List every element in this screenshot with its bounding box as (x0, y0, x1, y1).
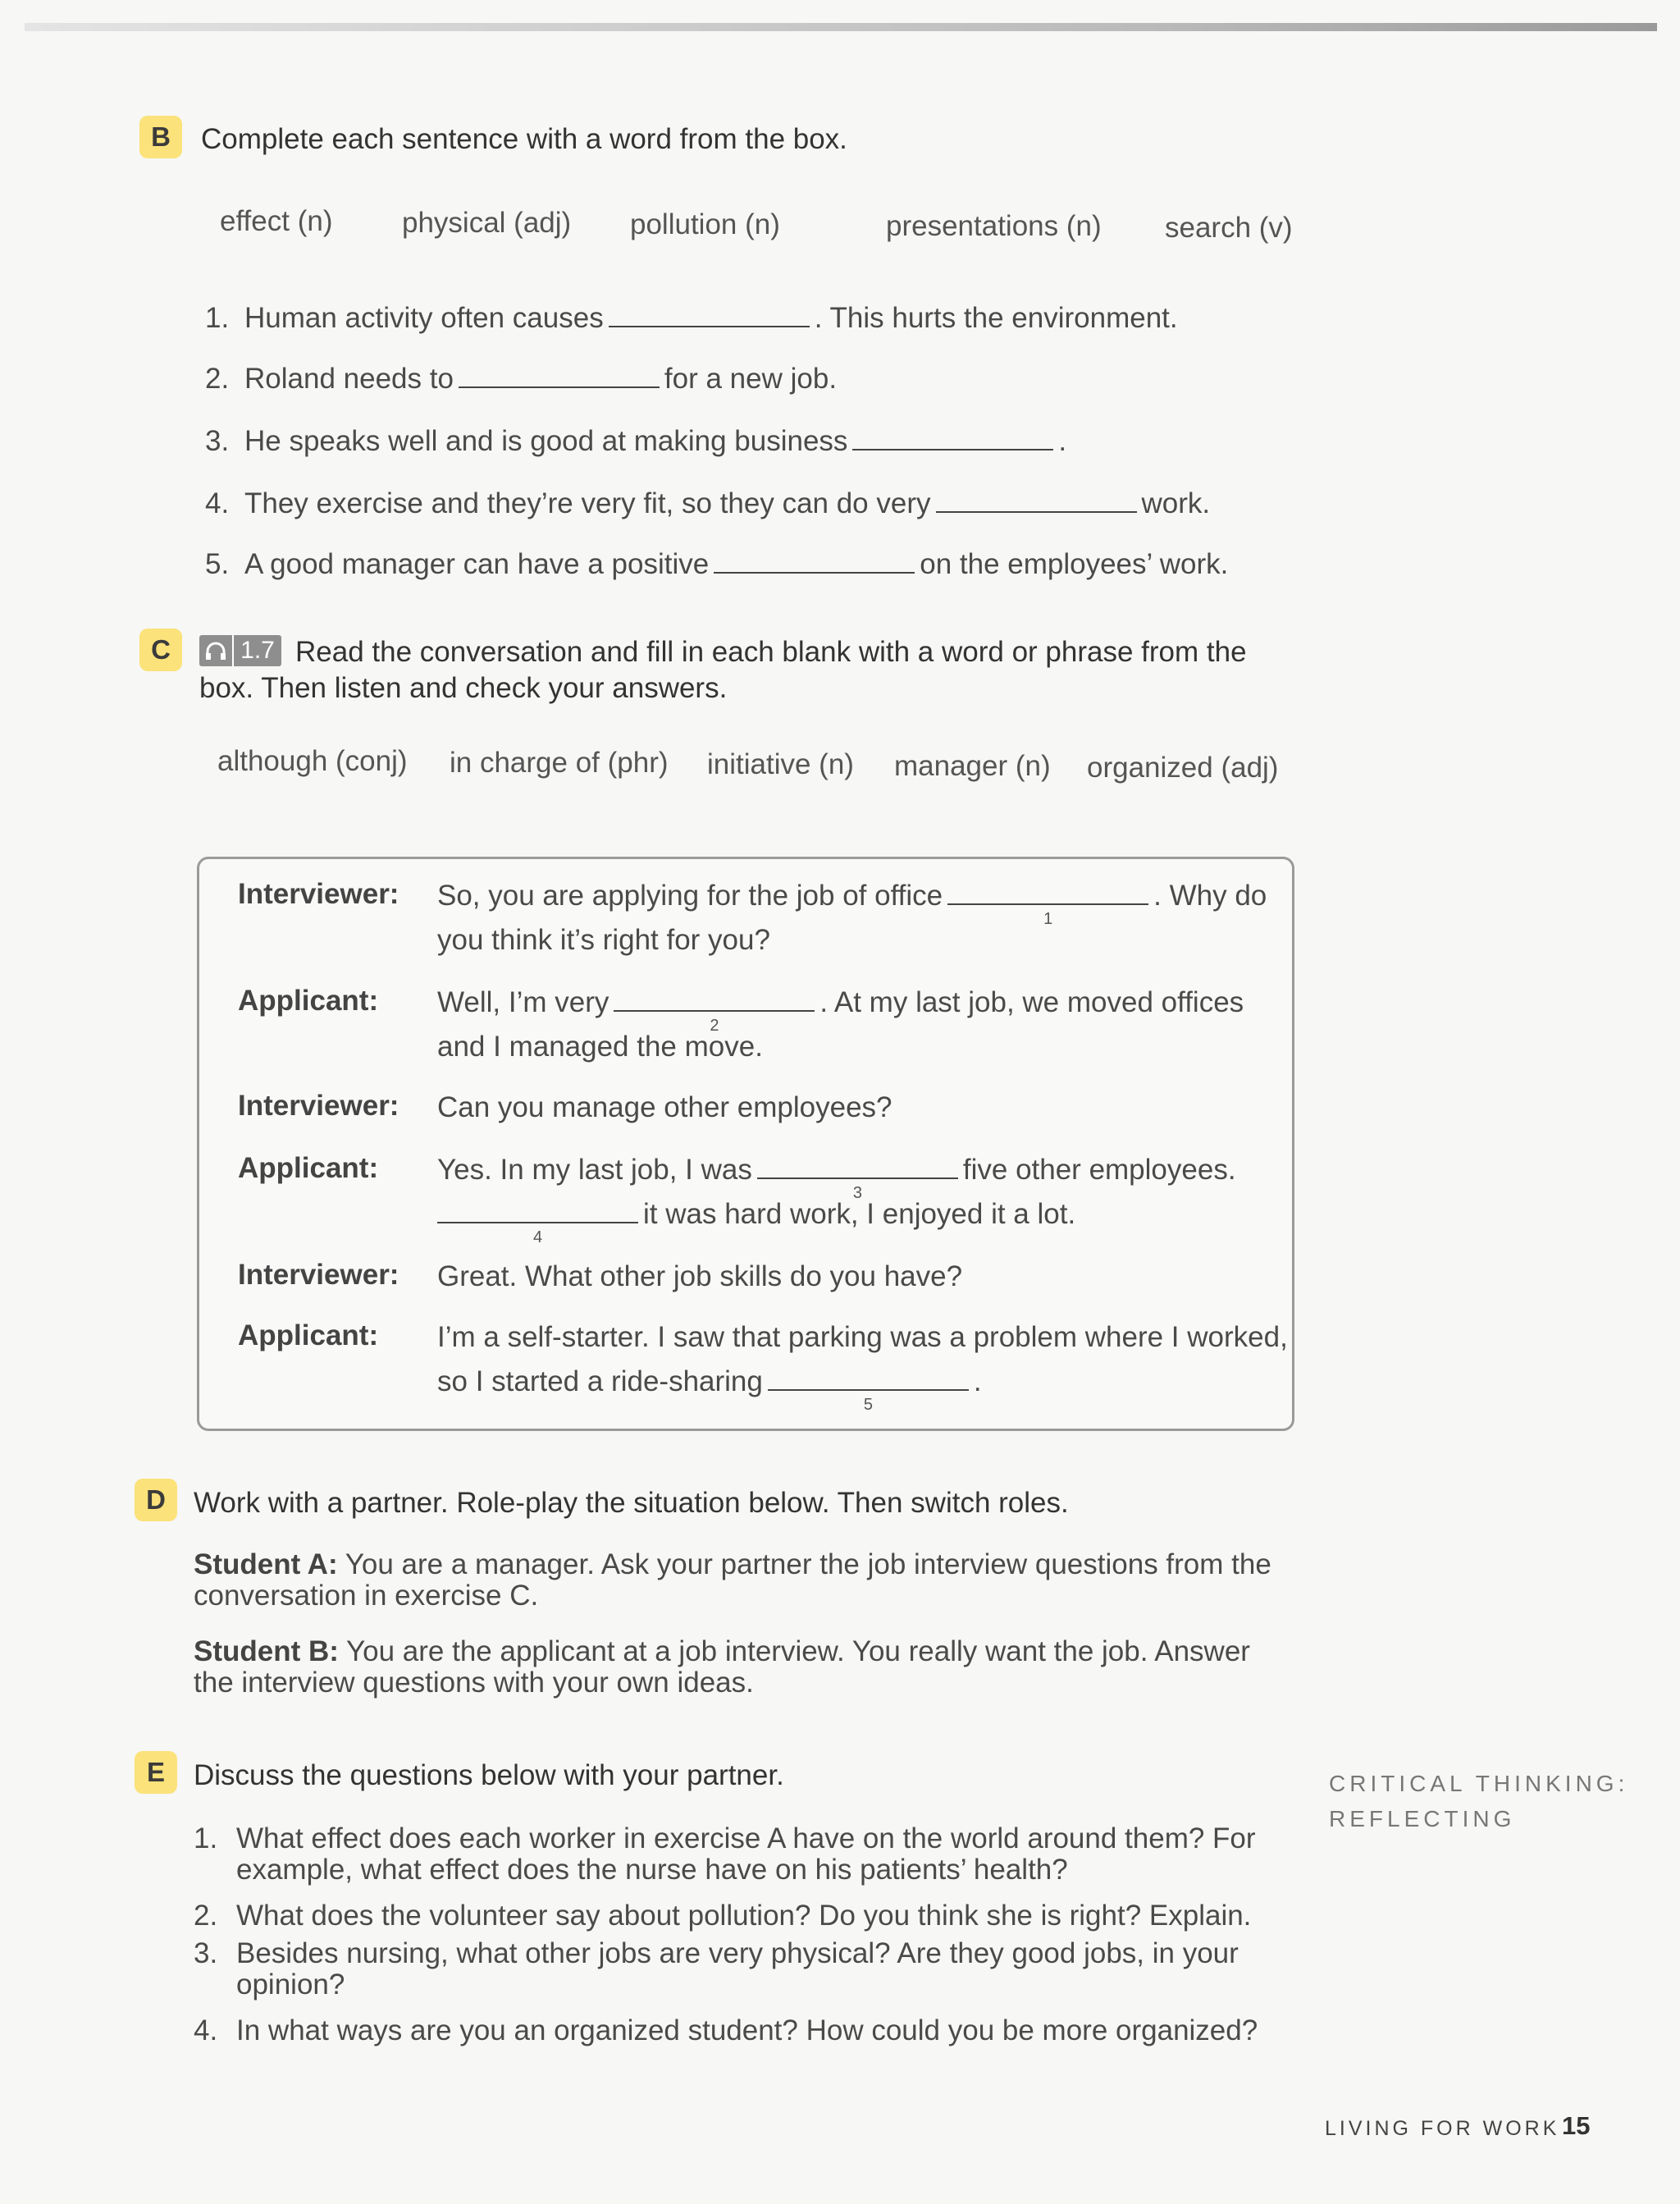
section-e-heading: Discuss the questions below with your partner. (194, 1759, 784, 1791)
student-b-text: You are the applicant at a job interview. You really want the job. Answer the interview questions with your own ideas. (194, 1635, 1250, 1699)
line-text: . Why do (1153, 880, 1267, 912)
section-c-heading-line1: Read the conversation and fill in each blank with a word or phrase from the (295, 636, 1247, 668)
exercise-b-sentence-5 (205, 548, 1228, 581)
audio-track-number: 1.7 (240, 637, 275, 664)
conversation-line (432, 1198, 1076, 1246)
answer-blank[interactable] (609, 322, 810, 327)
discussion-question-3 (194, 1938, 1268, 2001)
sentence-text: on the employees’ work. (920, 548, 1229, 580)
conversation-line: Can you manage other employees? (437, 1091, 892, 1123)
answer-blank[interactable] (852, 446, 1053, 450)
section-c-badge: C (139, 629, 182, 671)
item-number: 4. (194, 2014, 218, 2046)
item-number: 2. (205, 363, 230, 395)
section-e-badge: E (135, 1751, 177, 1794)
speaker-label: Interviewer: (238, 1090, 399, 1122)
sentence-text: They exercise and they’re very fit, so they can do very (244, 487, 931, 519)
conversation-line: I’m a self-starter. I saw that parking was a problem where I worked, (437, 1321, 1288, 1353)
speaker-label: Applicant: (238, 985, 379, 1017)
speaker-label: Applicant: (238, 1319, 379, 1351)
unit-title: LIVING FOR WORK (1325, 2117, 1560, 2140)
speaker-label: Applicant: (238, 1152, 379, 1184)
blank-number: 2 (710, 1017, 719, 1035)
exercise-b-sentence-4 (205, 487, 1210, 520)
page-top-rule (25, 23, 1657, 31)
answer-blank[interactable] (437, 1219, 638, 1246)
speaker-label: Interviewer: (238, 1259, 399, 1291)
answer-blank[interactable] (936, 508, 1137, 513)
line-text: Well, I’m very (437, 986, 609, 1018)
student-a-text: You are a manager. Ask your partner the job interview questions from the conversation in exercise C. (194, 1548, 1271, 1612)
sentence-text: Roland needs to (244, 363, 454, 395)
word-box-item: organized (adj) (1087, 752, 1279, 784)
word-box-item: manager (n) (894, 750, 1051, 782)
conversation-line (437, 1365, 982, 1414)
answer-blank[interactable] (459, 383, 660, 388)
conversation-line: and I managed the move. (437, 1031, 763, 1063)
question-text: Besides nursing, what other jobs are very physical? Are they good jobs, in your opinion? (236, 1937, 1239, 2001)
answer-blank[interactable] (757, 1174, 958, 1202)
line-text: five other employees. (962, 1154, 1236, 1186)
blank-number: 1 (1043, 910, 1053, 928)
word-box-item: in charge of (phr) (450, 747, 669, 779)
word-box-item: although (conj) (217, 745, 408, 777)
headphones-icon (199, 635, 234, 666)
sentence-text: work. (1141, 487, 1211, 519)
line-text: . At my last job, we moved offices (819, 986, 1244, 1018)
sentence-text: for a new job. (664, 363, 838, 395)
sidenote-line: CRITICAL THINKING: (1329, 1771, 1629, 1796)
sentence-text: Human activity often causes (244, 302, 604, 334)
word-box-item: initiative (n) (707, 748, 854, 780)
section-c-heading-line2: box. Then listen and check your answers. (199, 672, 728, 704)
exercise-b-sentence-1 (205, 302, 1178, 335)
sentence-text: He speaks well and is good at making business (244, 425, 848, 457)
item-number: 2. (194, 1900, 218, 1932)
conversation-line: Great. What other job skills do you have? (437, 1260, 963, 1292)
conversation-line (437, 880, 1267, 928)
word-box-item: effect (n) (220, 205, 333, 237)
speaker-label: Interviewer: (238, 878, 399, 910)
sentence-text: . (1058, 425, 1067, 457)
line-text: so I started a ride-sharing (437, 1365, 763, 1397)
line-text: it was hard work, I enjoyed it a lot. (643, 1198, 1076, 1230)
blank-number: 5 (863, 1396, 873, 1414)
line-text: So, you are applying for the job of office (437, 880, 943, 912)
student-b-label: Student B: (194, 1635, 339, 1667)
word-box-item: presentations (n) (886, 210, 1102, 242)
conversation-line (437, 1154, 1236, 1202)
line-text: Yes. In my last job, I was (437, 1154, 752, 1186)
critical-thinking-label (1329, 1766, 1628, 1836)
page-number: 15 (1562, 2111, 1591, 2140)
conversation-line: you think it’s right for you? (437, 924, 770, 956)
question-text: What effect does each worker in exercise A have on the world around them? For example, what effect does the nurse have on his patients’ health? (236, 1822, 1256, 1886)
item-number: 3. (194, 1937, 218, 1969)
answer-blank[interactable] (768, 1386, 969, 1414)
exercise-b-sentence-2 (205, 363, 837, 396)
student-a-label: Student A: (194, 1548, 338, 1580)
word-box-item: physical (adj) (402, 207, 572, 239)
section-d-heading: Work with a partner. Role-play the situation below. Then switch roles. (194, 1487, 1069, 1519)
conversation-line (437, 986, 1244, 1035)
answer-blank[interactable] (614, 1007, 815, 1035)
answer-blank[interactable] (947, 900, 1148, 928)
student-a-instructions (194, 1549, 1285, 1612)
word-box-item: search (v) (1165, 212, 1293, 244)
audio-track-button[interactable] (199, 635, 281, 666)
sidenote-line: REFLECTING (1329, 1806, 1516, 1831)
discussion-question-4 (194, 2015, 1268, 2046)
blank-number: 4 (532, 1228, 543, 1246)
question-text: In what ways are you an organized student? How could you be more organized? (236, 2014, 1258, 2046)
section-d-badge: D (135, 1479, 177, 1521)
item-number: 1. (194, 1822, 218, 1854)
discussion-question-1 (194, 1823, 1268, 1886)
student-b-instructions (194, 1636, 1285, 1699)
word-box-item: pollution (n) (630, 208, 780, 240)
item-number: 1. (205, 302, 230, 334)
exercise-b-sentence-3 (205, 425, 1066, 458)
section-b-badge: B (139, 116, 182, 158)
item-number: 3. (205, 425, 230, 457)
question-text: What does the volunteer say about pollution? Do you think she is right? Explain. (236, 1900, 1252, 1932)
item-number: 4. (205, 487, 230, 519)
blank-number: 3 (852, 1184, 862, 1202)
sentence-text: A good manager can have a positive (244, 548, 710, 580)
section-b-heading: Complete each sentence with a word from the box. (201, 123, 847, 155)
answer-blank[interactable] (714, 569, 915, 574)
discussion-question-2 (194, 1900, 1268, 1932)
item-number: 5. (205, 548, 230, 580)
sentence-text: . This hurts the environment. (814, 302, 1178, 334)
line-text: . (973, 1365, 982, 1397)
